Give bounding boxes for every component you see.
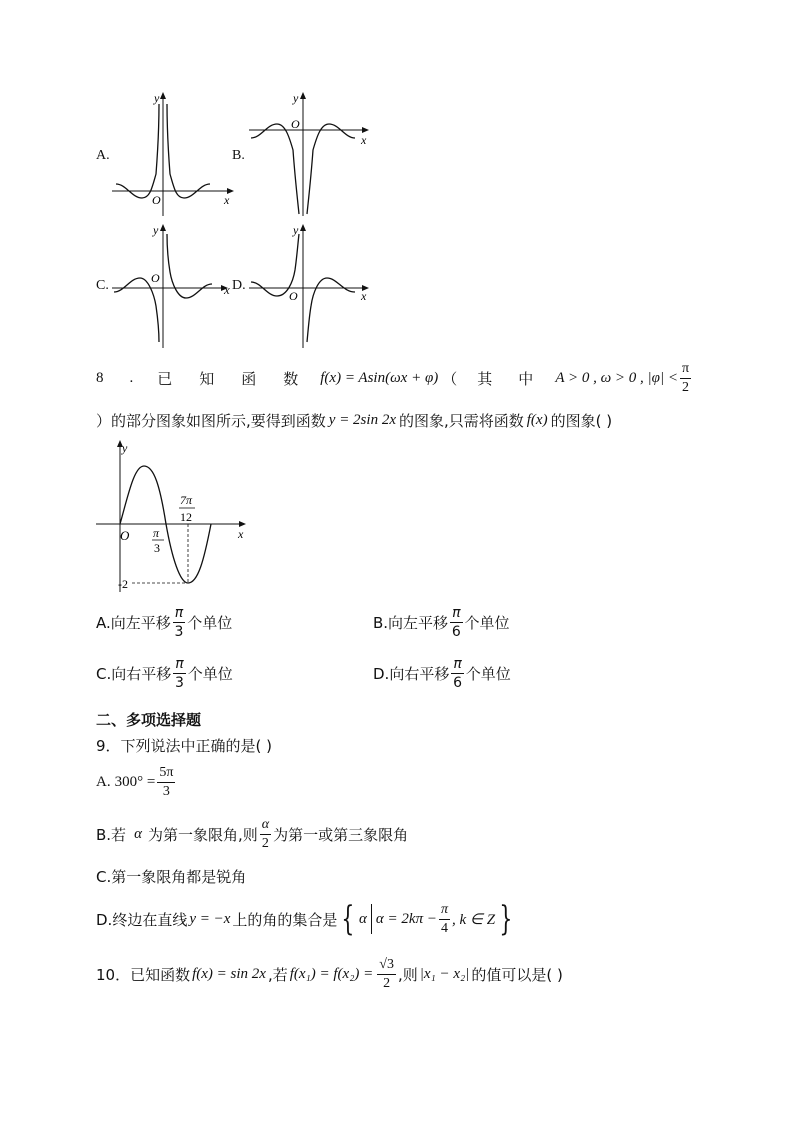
q8-graph bbox=[94, 436, 254, 596]
q9-d-set-fraction bbox=[439, 903, 450, 936]
q9-a-lhs: 300° = bbox=[114, 774, 156, 790]
q9-option-b[interactable] bbox=[96, 818, 408, 851]
q8-cond-num: π bbox=[680, 362, 691, 379]
q8-line2-func2: f(x) bbox=[526, 412, 548, 428]
q8-tick2-num: 7π bbox=[180, 493, 193, 507]
q10-prefix: 10．已知函数 bbox=[96, 966, 191, 984]
q8-line2-c: 的图象( ) bbox=[550, 412, 613, 430]
q10-num: √3 bbox=[377, 958, 396, 975]
q7c-x-label: x bbox=[224, 282, 230, 297]
q7-option-b-label: B. bbox=[232, 148, 245, 163]
q10-fraction bbox=[377, 958, 396, 991]
q7-graph-d bbox=[245, 220, 375, 350]
q8-condition: A > 0 , ω > 0 , |φ| < bbox=[555, 370, 678, 386]
q9-stem: 9．下列说法中正确的是( ) bbox=[96, 737, 273, 755]
q8-option-b[interactable] bbox=[373, 606, 510, 639]
q8-paren-open: （ bbox=[442, 370, 458, 388]
q8-option-b-prefix: B.向左平移 bbox=[373, 614, 449, 632]
q9-option-c[interactable]: C.第一象限角都是锐角 bbox=[96, 868, 247, 886]
q9-b-suffix: 为第一或第三象限角 bbox=[273, 826, 409, 844]
q9-d-left-brace: { bbox=[341, 899, 355, 939]
q7-option-c-label: C. bbox=[96, 278, 109, 293]
q8-func: f(x) = Asin(ωx + φ) bbox=[320, 370, 439, 386]
q8-line2-func: y = 2sin 2x bbox=[328, 412, 396, 428]
q7-option-d-label: D. bbox=[232, 278, 246, 293]
q8-option-a-num: π bbox=[174, 605, 184, 621]
q9-d-set-right-a: α = 2kπ − bbox=[375, 910, 437, 927]
q10-abs: |x₁ − x₂| bbox=[419, 966, 470, 982]
q8-option-c-fraction bbox=[173, 657, 185, 690]
q8-option-d-fraction bbox=[451, 657, 463, 690]
q9-a-den: 3 bbox=[162, 784, 170, 799]
q9-d-set-num: π bbox=[439, 903, 450, 920]
section2-title: 二、多项选择题 bbox=[96, 711, 202, 729]
q8-number: 8 bbox=[96, 370, 104, 386]
q9-b-fraction bbox=[260, 818, 271, 851]
q8-line2-a: ）的部分图象如图所示,要得到函数 bbox=[96, 412, 326, 430]
q8-option-d-num: π bbox=[453, 656, 462, 672]
q8-option-d-suffix: 个单位 bbox=[465, 665, 511, 683]
q8-graph-min-label: -2 bbox=[118, 577, 128, 591]
q9-b-mid: 为第一象限角,则 bbox=[147, 826, 258, 844]
q8-tick1-den: 3 bbox=[154, 541, 160, 555]
q8-option-c-prefix: C.向右平移 bbox=[96, 665, 172, 683]
q9-b-den: 2 bbox=[261, 836, 269, 851]
q9-d-set-bar bbox=[371, 904, 372, 934]
q7a-x-label: x bbox=[224, 193, 230, 207]
q7d-x-label: x bbox=[361, 289, 367, 303]
q8-option-a-suffix: 个单位 bbox=[187, 614, 233, 632]
q7-option-a-label: A. bbox=[96, 148, 110, 163]
q10-func: f(x) = sin 2x bbox=[192, 966, 266, 982]
q7-graph-b bbox=[245, 88, 375, 218]
q8-option-a-fraction bbox=[173, 606, 185, 639]
q9-d-right-brace: } bbox=[499, 899, 513, 939]
q10-mid2: ,则 bbox=[397, 966, 418, 984]
q10-mid: ,若 bbox=[267, 966, 288, 984]
q9-b-num: α bbox=[260, 818, 271, 835]
q7-graph-a bbox=[108, 88, 238, 218]
q7d-origin: O bbox=[289, 289, 298, 303]
q9-a-num: 5π bbox=[157, 766, 175, 783]
q7-graph-c bbox=[108, 220, 238, 350]
q8-cond-fraction bbox=[680, 362, 691, 395]
q7d-y-label: y bbox=[293, 223, 299, 237]
q7c-origin: O bbox=[151, 271, 160, 285]
q7b-origin: O bbox=[291, 117, 300, 131]
q7a-y-label: y bbox=[154, 91, 160, 105]
q9-b-prefix: B.若 bbox=[96, 826, 127, 844]
q8-option-c-num: π bbox=[175, 656, 184, 672]
q8-intro: 已 知 函 数 bbox=[157, 370, 305, 388]
q8-option-c[interactable] bbox=[96, 657, 233, 690]
q9-option-a[interactable] bbox=[96, 766, 177, 799]
q8-stem-line2 bbox=[96, 410, 612, 431]
q7b-x-label: x bbox=[361, 133, 367, 147]
q9-d-set-den: 4 bbox=[440, 920, 448, 936]
q9-d-set-left: α bbox=[359, 910, 367, 927]
q8-qi: 其 bbox=[477, 370, 493, 388]
q8-option-b-num: π bbox=[452, 605, 461, 621]
q8-option-a-prefix: A.向左平移 bbox=[96, 614, 171, 632]
q9-b-alpha: α bbox=[134, 826, 142, 842]
q8-option-d-prefix: D.向右平移 bbox=[373, 665, 450, 683]
q9-a-fraction bbox=[157, 766, 175, 799]
q10-stem bbox=[96, 958, 563, 991]
q7b-y-label: y bbox=[293, 91, 299, 105]
q9-d-mid: 上的角的集合是 bbox=[232, 910, 338, 929]
q8-option-b-fraction bbox=[450, 606, 462, 639]
q9-d-set-right-b: , k ∈ Z bbox=[451, 911, 496, 928]
q8-option-d-den: 6 bbox=[453, 675, 462, 691]
q8-zhong: 中 bbox=[518, 370, 534, 388]
q8-graph-origin: O bbox=[120, 528, 130, 543]
q8-tick1-num: π bbox=[153, 526, 160, 540]
q9-a-prefix: A. bbox=[96, 774, 111, 790]
q7a-origin: O bbox=[152, 193, 161, 207]
q8-option-b-den: 6 bbox=[451, 624, 461, 640]
q8-option-b-suffix: 个单位 bbox=[464, 614, 510, 632]
q8-option-d[interactable] bbox=[373, 657, 511, 690]
q8-tick2-den: 12 bbox=[180, 510, 192, 524]
q8-cond-den: 2 bbox=[682, 380, 689, 395]
q8-graph-x-label: x bbox=[238, 527, 244, 541]
q8-dot: . bbox=[129, 370, 134, 386]
q7c-y-label: y bbox=[153, 223, 159, 237]
q8-line2-b: 的图象,只需将函数 bbox=[398, 412, 524, 430]
q10-suffix: 的值可以是( ) bbox=[471, 966, 563, 984]
q8-graph-y-label: y bbox=[122, 441, 128, 455]
q8-stem-line1 bbox=[96, 362, 706, 395]
q10-eq: f(x₁) = f(x₂) = bbox=[289, 966, 374, 982]
q9-option-d[interactable] bbox=[96, 899, 517, 939]
q8-option-a[interactable] bbox=[96, 606, 232, 639]
q8-option-c-den: 3 bbox=[175, 675, 184, 691]
q8-option-a-den: 3 bbox=[174, 624, 184, 640]
q9-d-line: y = −x bbox=[189, 910, 231, 927]
q10-den: 2 bbox=[383, 976, 391, 991]
q8-option-c-suffix: 个单位 bbox=[187, 665, 233, 683]
q9-d-prefix: D.终边在直线 bbox=[96, 910, 188, 929]
